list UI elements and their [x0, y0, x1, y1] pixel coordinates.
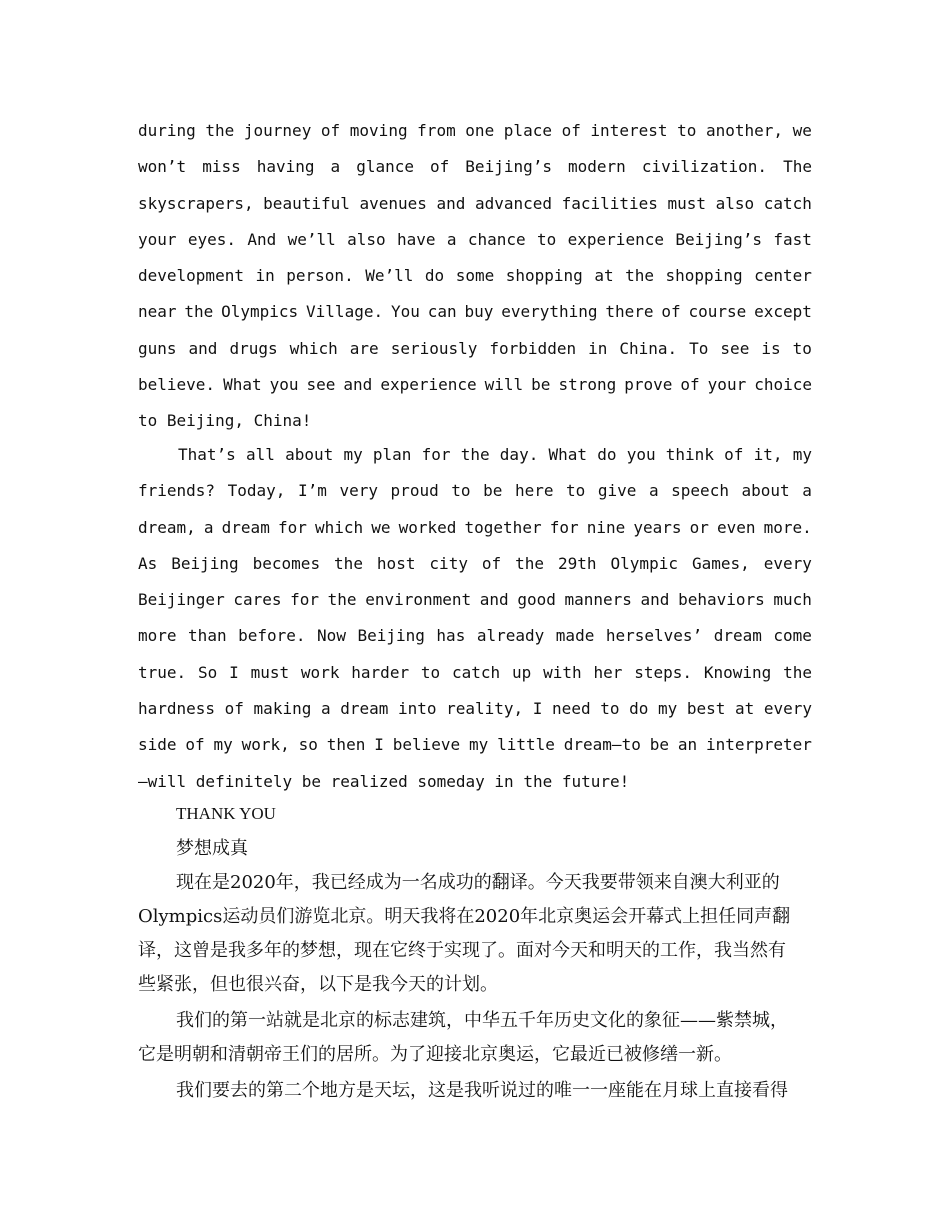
text-line	[138, 618, 812, 654]
word: You	[390, 302, 420, 322]
text-line	[138, 149, 812, 185]
word: environment	[365, 590, 472, 610]
word: one	[465, 121, 495, 140]
word: of	[561, 121, 581, 140]
word: steps.	[634, 662, 692, 682]
text-line: 它是明朝和清朝帝王们的居所。为了迎接北京奥运，它最近已被修缮一新。	[138, 1044, 732, 1065]
word: believe.	[138, 375, 216, 395]
word: As	[138, 553, 158, 573]
word: dream	[340, 699, 389, 719]
word: come	[773, 626, 812, 646]
word: during	[138, 121, 196, 140]
word: of	[430, 157, 450, 177]
word: interpreter	[705, 735, 812, 755]
word: catch	[763, 193, 812, 213]
word: we’ll	[287, 229, 336, 249]
word: forbidden	[489, 338, 577, 358]
word: prove	[624, 375, 673, 395]
word: manners	[564, 590, 632, 610]
word: all	[245, 445, 275, 464]
text-line	[138, 582, 812, 618]
word: for	[549, 517, 579, 537]
word: glance	[356, 157, 414, 177]
word: already	[476, 626, 545, 646]
word: of	[185, 735, 205, 755]
word: about	[285, 445, 334, 464]
word: Olympic	[610, 553, 678, 573]
word: advanced	[474, 193, 553, 213]
word: making	[253, 699, 312, 719]
word: facilities	[561, 193, 658, 213]
word: about	[741, 481, 790, 501]
word: work	[300, 662, 340, 682]
text-line: 我们的第一站就是北京的标志建筑，中华五千年历史文化的象征——紫禁城，	[176, 1010, 788, 1031]
word: must	[667, 193, 707, 213]
text-line	[138, 113, 812, 149]
word: and	[343, 375, 373, 395]
word: speech	[671, 481, 729, 501]
word: to	[792, 338, 812, 358]
word: development	[138, 266, 244, 286]
text-line	[138, 510, 812, 546]
word: of	[320, 121, 341, 140]
word: my	[468, 735, 489, 755]
word: have	[397, 229, 436, 249]
word: catch	[452, 662, 501, 682]
word: and	[479, 590, 509, 610]
word: or	[689, 517, 709, 537]
word: nine	[586, 517, 626, 537]
word: We’ll	[365, 266, 414, 286]
word: drugs	[229, 338, 278, 358]
word: the	[460, 445, 490, 464]
word: much	[773, 590, 812, 610]
word: to	[420, 662, 441, 682]
word: herselves’	[605, 626, 703, 646]
word: So	[198, 662, 218, 682]
word: dream—to	[563, 735, 641, 755]
word: and	[436, 193, 466, 213]
word: To	[689, 338, 709, 358]
word: worked	[398, 517, 457, 537]
word: which	[289, 338, 338, 358]
word: has	[436, 626, 466, 646]
word: before.	[238, 626, 306, 646]
text-line	[138, 655, 812, 691]
word: you	[626, 445, 656, 464]
word: Olympics	[221, 302, 299, 322]
word: fast	[773, 229, 812, 249]
word: dream,	[138, 517, 196, 537]
word: near	[138, 302, 177, 322]
word: is	[761, 338, 781, 358]
word: which	[314, 517, 364, 537]
word: at	[594, 266, 614, 286]
word: shopping	[665, 266, 743, 286]
chinese-title: 梦想成真	[176, 838, 248, 859]
word: see	[720, 338, 750, 358]
word: moving	[349, 121, 408, 140]
text-line	[138, 546, 812, 582]
word: avenues	[359, 193, 427, 213]
word: the	[327, 590, 357, 610]
word: seriously	[390, 338, 478, 358]
word: of	[724, 445, 744, 464]
word: true.	[138, 662, 187, 682]
text-line	[138, 186, 812, 222]
thank-you-line: THANK YOU	[176, 804, 276, 823]
word: even	[717, 517, 756, 537]
word: center	[754, 266, 812, 286]
word: my	[213, 735, 233, 755]
word: and	[188, 338, 218, 358]
word: And	[247, 229, 277, 249]
text-line	[138, 691, 812, 727]
word: harder	[351, 662, 410, 682]
word: at	[734, 699, 755, 719]
text-line: Olympics运动员们游览北京。明天我将在2020年北京奥运会开幕式上担任同声翻	[138, 906, 791, 927]
word: of	[661, 302, 681, 322]
word: everything	[501, 302, 598, 322]
word: so	[298, 735, 318, 755]
word: a	[330, 157, 341, 177]
word: the	[783, 662, 812, 682]
word: up	[512, 662, 532, 682]
word: give	[597, 481, 637, 501]
word: are	[349, 338, 379, 358]
word: China.	[619, 338, 678, 358]
word: best	[686, 699, 726, 719]
word: my	[657, 699, 678, 719]
word: to	[600, 699, 620, 719]
word: work,	[241, 735, 290, 755]
word: must	[250, 662, 290, 682]
word: very	[339, 481, 378, 501]
word: course	[688, 302, 747, 322]
word: having	[256, 157, 315, 177]
word: journey	[243, 121, 312, 140]
word: be	[483, 481, 503, 501]
word: the	[205, 121, 235, 140]
word: see	[306, 375, 336, 395]
word: years	[633, 517, 682, 537]
word: the	[515, 553, 545, 573]
word: do	[597, 445, 617, 464]
word: some	[455, 266, 495, 286]
word: can	[427, 302, 457, 322]
text-line: 些紧张，但也很兴奋，以下是我今天的计划。	[138, 974, 498, 995]
word: it,	[753, 445, 783, 464]
word: dream	[221, 517, 270, 537]
word: together	[464, 517, 542, 537]
word: and	[640, 590, 670, 610]
text-line	[138, 437, 812, 473]
word: a	[203, 517, 214, 537]
word: for	[277, 517, 307, 537]
word: into	[397, 699, 437, 719]
word: from	[417, 121, 456, 140]
word: chance	[467, 229, 526, 249]
word: The	[783, 157, 812, 177]
word: another,	[705, 121, 783, 140]
word: good	[517, 590, 556, 610]
word: be	[531, 375, 551, 395]
word: strong	[558, 375, 617, 395]
word: beautiful	[263, 193, 350, 213]
word: Beijing’s	[675, 229, 763, 249]
word: city	[429, 553, 468, 573]
word: a	[446, 229, 457, 249]
word: friends?	[138, 481, 216, 501]
word: shopping	[505, 266, 583, 286]
word: will	[484, 375, 524, 395]
word: think	[665, 445, 714, 464]
word: we	[792, 121, 812, 140]
word: That’s	[178, 445, 236, 464]
text-line: 现在是2020年，我已经成为一名成功的翻译。今天我要带领来自澳大利亚的	[176, 872, 780, 893]
word: also	[347, 229, 386, 249]
word: of	[680, 375, 700, 395]
text-line	[138, 294, 812, 330]
text-line	[138, 258, 812, 294]
word: Beijing	[357, 626, 425, 646]
word: more.	[763, 517, 812, 537]
word: hardness	[138, 699, 216, 719]
text-line	[138, 473, 812, 509]
word: an	[677, 735, 698, 755]
word: won’t	[138, 157, 187, 177]
word: experience	[380, 375, 477, 395]
word: for	[421, 445, 451, 464]
word: choice	[754, 375, 812, 395]
word: every	[763, 699, 812, 719]
word: we	[371, 517, 391, 537]
word: to	[677, 121, 697, 140]
text-line	[138, 222, 812, 258]
word: to	[566, 481, 586, 501]
word: with	[543, 662, 582, 682]
word: be	[649, 735, 669, 755]
word: behaviors	[678, 590, 765, 610]
word: also	[715, 193, 755, 213]
word: do	[424, 266, 445, 286]
word: Beijing’s	[465, 157, 552, 177]
word: Village.	[306, 302, 384, 322]
word: here	[514, 481, 554, 501]
word: a	[320, 699, 331, 719]
word: guns	[138, 338, 177, 358]
word: her	[593, 662, 623, 682]
word: do	[629, 699, 649, 719]
word: Now	[317, 626, 346, 646]
word: little	[497, 735, 555, 755]
word: Today,	[227, 481, 286, 501]
word: your	[138, 229, 177, 249]
text-line: 我们要去的第二个地方是天坛，这是我听说过的唯一一座能在月球上直接看得	[176, 1080, 788, 1101]
word: Beijing	[171, 553, 239, 573]
word: in	[255, 266, 275, 286]
word: there	[605, 302, 654, 322]
word: buy	[464, 302, 494, 322]
word: Games,	[691, 553, 750, 573]
word: skyscrapers,	[138, 193, 254, 213]
word: I	[532, 699, 543, 719]
chinese-section	[138, 832, 812, 1108]
word: Beijinger	[138, 590, 225, 610]
word: than	[188, 626, 227, 646]
english-paragraph-2	[138, 437, 812, 800]
word: your	[707, 375, 747, 395]
word: place	[503, 121, 552, 140]
text-line	[138, 727, 812, 763]
word: made	[555, 626, 595, 646]
word: day.	[499, 445, 539, 464]
word: my	[792, 445, 812, 464]
word: I	[374, 735, 384, 755]
word: except	[754, 302, 812, 322]
word: What	[548, 445, 588, 464]
english-paragraph-1	[138, 113, 812, 440]
word: a	[648, 481, 659, 501]
word: I’m	[297, 481, 327, 501]
word: for	[290, 590, 320, 610]
word: to	[537, 229, 557, 249]
word: to	[451, 481, 471, 501]
word: cares	[233, 590, 282, 610]
word: What	[223, 375, 262, 395]
word: of	[481, 553, 502, 573]
word: the	[334, 553, 363, 573]
text-line	[138, 367, 812, 403]
word: more	[138, 626, 177, 646]
word: modern	[568, 157, 626, 177]
word: a	[802, 481, 812, 501]
word: becomes	[252, 553, 321, 573]
word: miss	[202, 157, 241, 177]
text-line: to Beijing, China!	[138, 411, 312, 431]
word: eyes.	[187, 229, 237, 249]
text-line: —will definitely be realized someday in the future!	[138, 771, 630, 791]
word: host	[376, 553, 416, 573]
word: plan	[372, 445, 412, 464]
word: 29th	[558, 553, 597, 573]
word: experience	[567, 229, 664, 249]
word: believe	[392, 735, 461, 755]
word: you	[269, 375, 299, 395]
word: proud	[390, 481, 439, 501]
word: in	[588, 338, 608, 358]
word: Knowing	[703, 662, 772, 682]
word: every	[763, 553, 812, 573]
word: interest	[590, 121, 668, 140]
word: I	[229, 662, 239, 682]
word: side	[138, 735, 177, 755]
text-line	[138, 331, 812, 367]
word: my	[343, 445, 363, 464]
word: reality,	[446, 699, 524, 719]
word: civilization.	[641, 157, 768, 177]
word: dream	[713, 626, 762, 646]
word: person.	[286, 266, 354, 286]
word: the	[625, 266, 654, 286]
text-line: 译，这曾是我多年的梦想，现在它终于实现了。面对今天和明天的工作，我当然有	[138, 940, 786, 961]
word: the	[184, 302, 214, 322]
word: then	[326, 735, 366, 755]
word: of	[224, 699, 244, 719]
word: need	[552, 699, 591, 719]
